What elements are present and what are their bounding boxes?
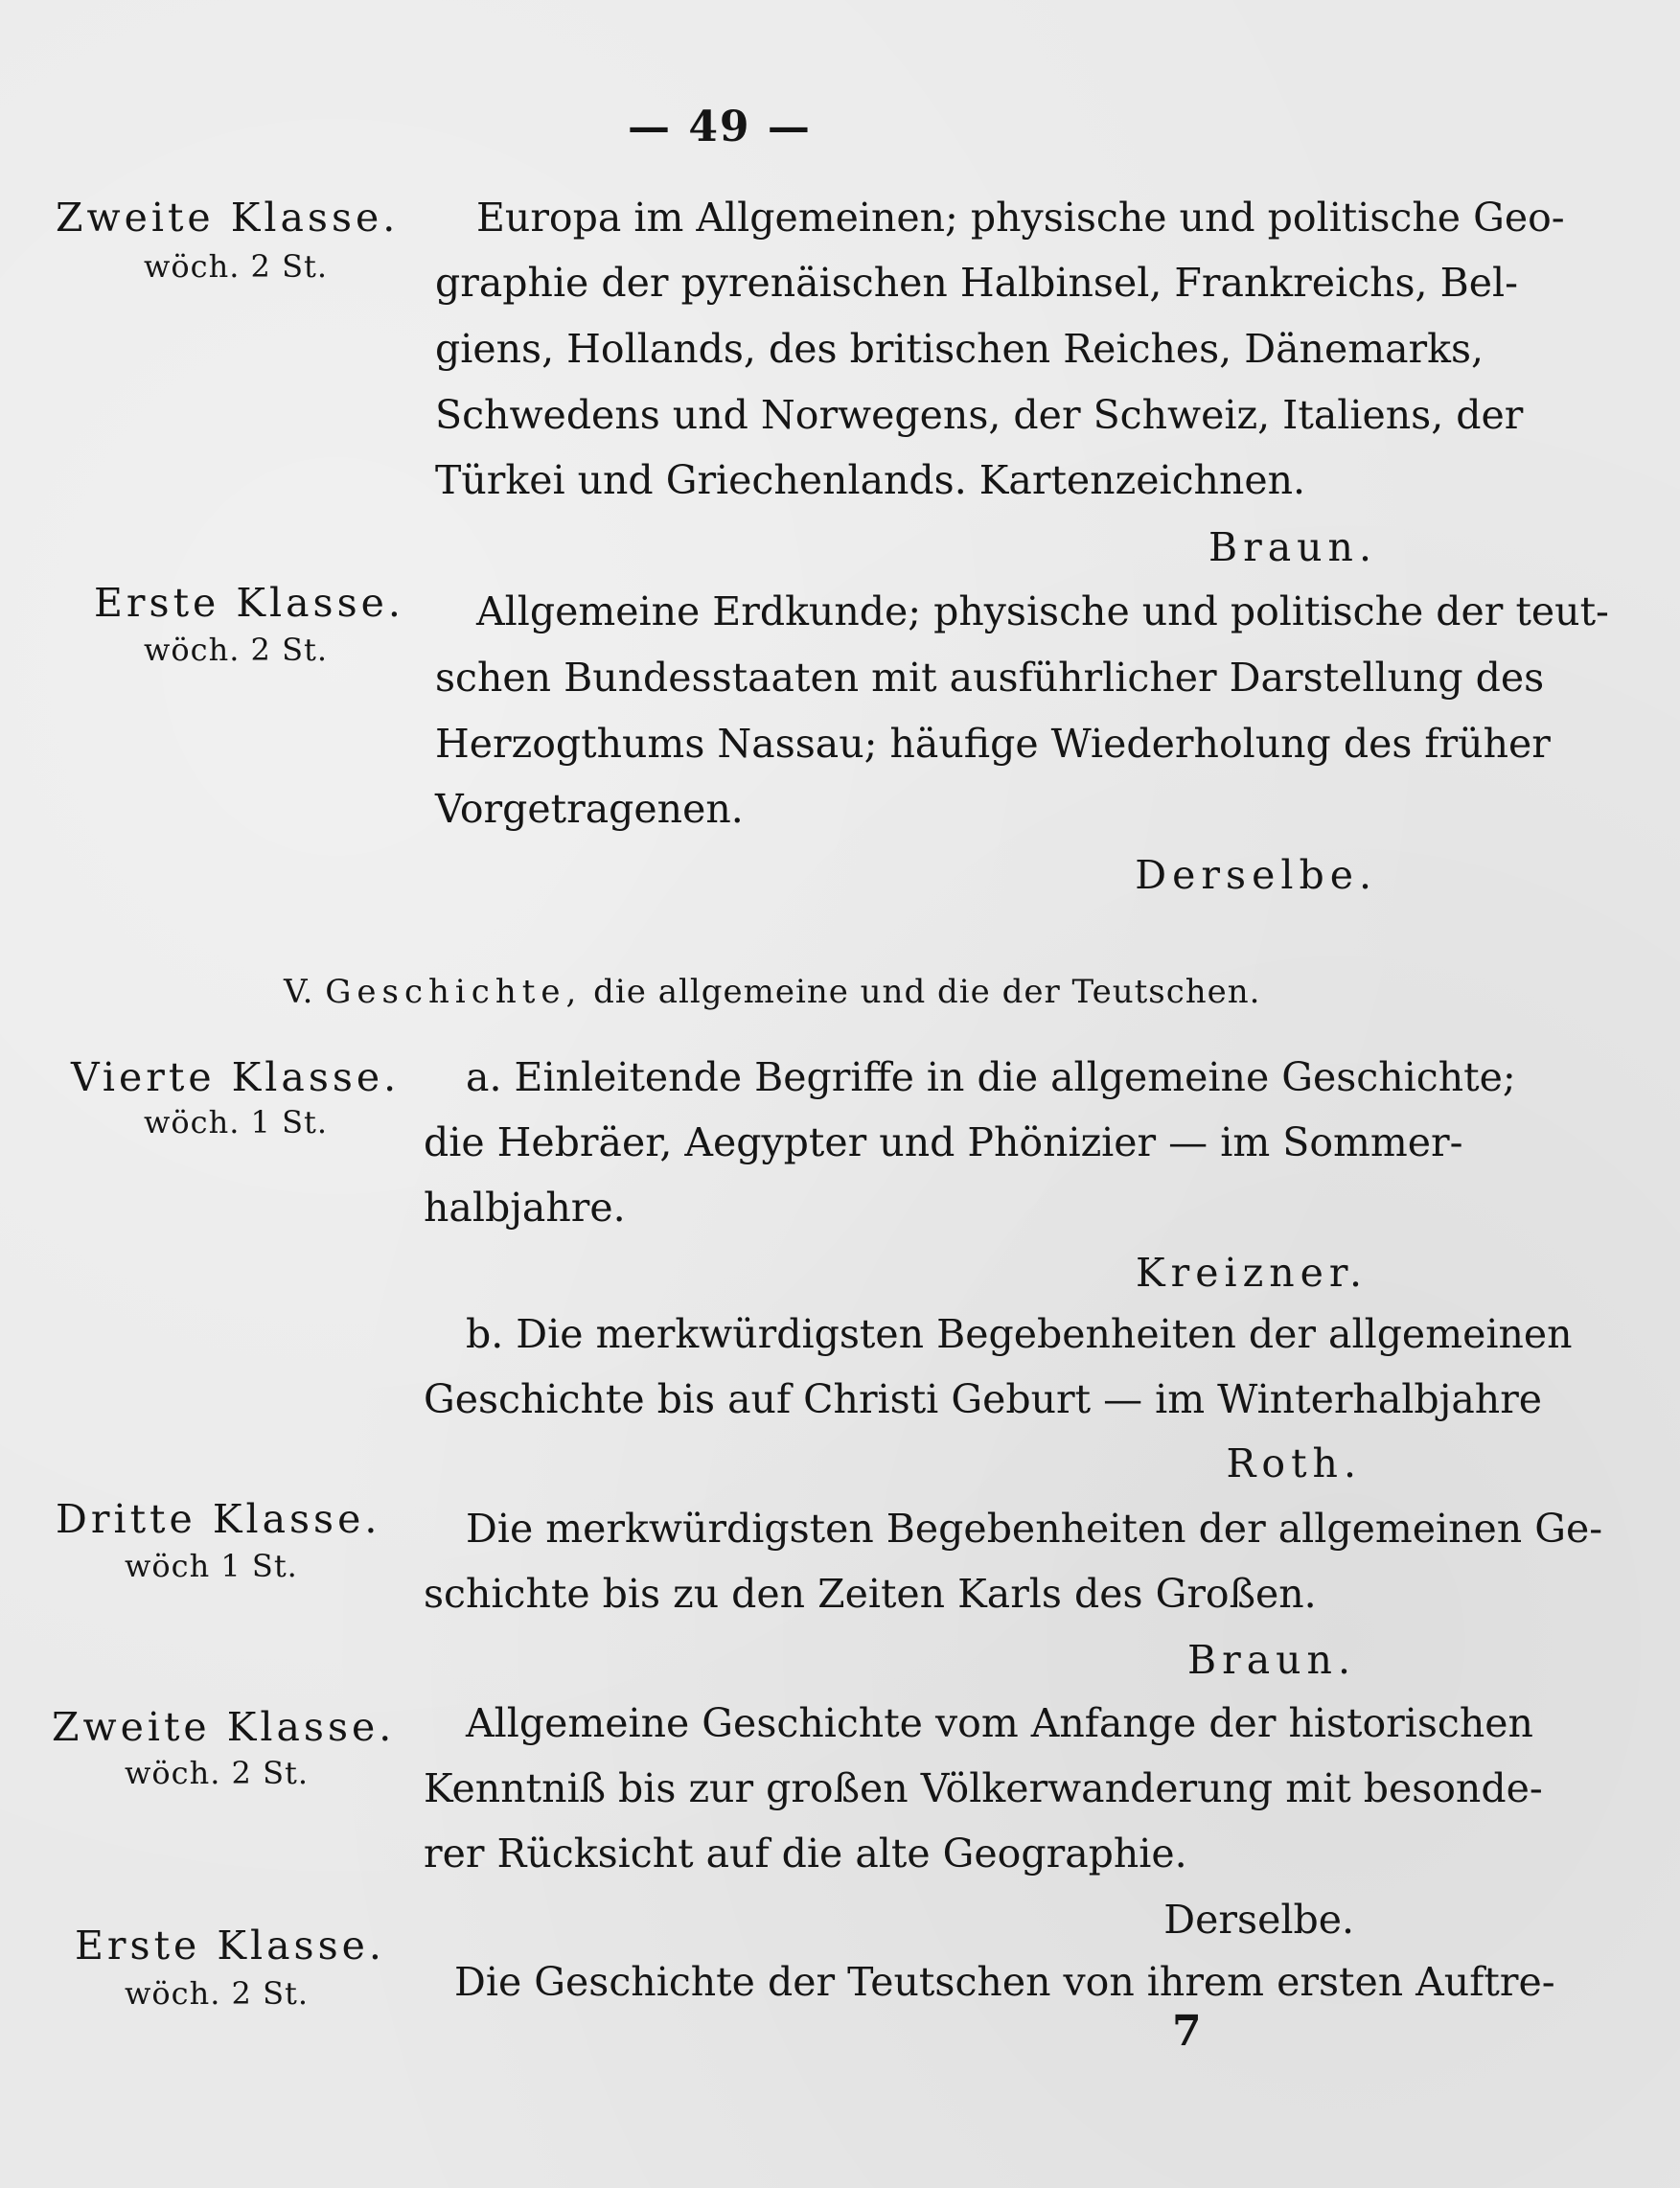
class-label: Dritte Klasse. (56, 1496, 381, 1542)
body-line: giens, Hollands, des britischen Reiches, Dänemarks, (435, 326, 1484, 372)
body-line: Vorgetragenen. (435, 786, 744, 832)
body-line: Die merkwürdigsten Begebenheiten der allgemeinen Ge- (466, 1506, 1603, 1552)
class-label: Vierte Klasse. (71, 1054, 401, 1100)
body-line: schen Bundesstaaten mit ausführlicher Darstellung des (435, 655, 1545, 701)
teacher-name: Braun. (1208, 524, 1377, 570)
class-label: Zweite Klasse. (52, 1704, 396, 1750)
section-heading (284, 973, 1261, 1011)
body-line: schichte bis zu den Zeiten Karls des Großen. (424, 1571, 1317, 1617)
signature-mark: 7 (1172, 2007, 1202, 2056)
teacher-name: Derselbe. (1135, 852, 1377, 898)
body-line: Kenntniß bis zur großen Völkerwanderung mit besonde- (424, 1765, 1543, 1811)
teacher-name: Derselbe. (1163, 1897, 1354, 1943)
body-line: b. Die merkwürdigsten Begebenheiten der allgemeinen (466, 1311, 1573, 1357)
body-line: halbjahre. (424, 1185, 626, 1231)
body-line: rer Rücksicht auf die alte Geographie. (424, 1831, 1187, 1877)
body-line: a. Einleitende Begriffe in die allgemeine Geschichte; (466, 1054, 1516, 1100)
weekly-hours: wöch. 2 St. (144, 632, 329, 668)
section-numeral: V. (284, 973, 314, 1011)
body-line: graphie der pyrenäischen Halbinsel, Frankreichs, Bel- (435, 260, 1518, 306)
class-label: Erste Klasse. (94, 580, 404, 626)
weekly-hours: wöch. 2 St. (144, 248, 329, 285)
section-subtitle: die allgemeine und die der Teutschen. (593, 973, 1261, 1011)
body-line: Allgemeine Erdkunde; physische und politische der teut- (476, 588, 1609, 634)
body-line: Geschichte bis auf Christi Geburt — im Winterhalbjahre (424, 1376, 1543, 1422)
body-line: Allgemeine Geschichte vom Anfange der historischen (466, 1700, 1533, 1746)
weekly-hours: wöch. 2 St. (125, 1975, 310, 2012)
body-line: Türkei und Griechenlands. Kartenzeichnen. (435, 457, 1306, 503)
teacher-name: Braun. (1186, 1637, 1356, 1683)
weekly-hours: wöch. 1 St. (144, 1104, 329, 1140)
page-number: — 49 — (628, 103, 812, 151)
weekly-hours: wöch 1 St. (125, 1548, 298, 1584)
class-label: Erste Klasse. (75, 1923, 385, 1969)
teacher-name: Kreizner. (1135, 1250, 1368, 1296)
section-keyword: Geschichte, (325, 973, 583, 1011)
body-line: Die Geschichte der Teutschen von ihrem ersten Auftre- (454, 1959, 1555, 2005)
body-line: Herzogthums Nassau; häufige Wiederholung des früher (435, 721, 1551, 767)
weekly-hours: wöch. 2 St. (125, 1755, 310, 1791)
body-line: die Hebräer, Aegypter und Phönizier — im Sommer- (424, 1119, 1463, 1165)
body-line: Schwedens und Norwegens, der Schweiz, Italiens, der (435, 392, 1524, 438)
class-label: Zweite Klasse. (56, 195, 400, 241)
body-line: Europa im Allgemeinen; physische und politische Geo- (476, 195, 1565, 241)
teacher-name: Roth. (1226, 1440, 1362, 1486)
